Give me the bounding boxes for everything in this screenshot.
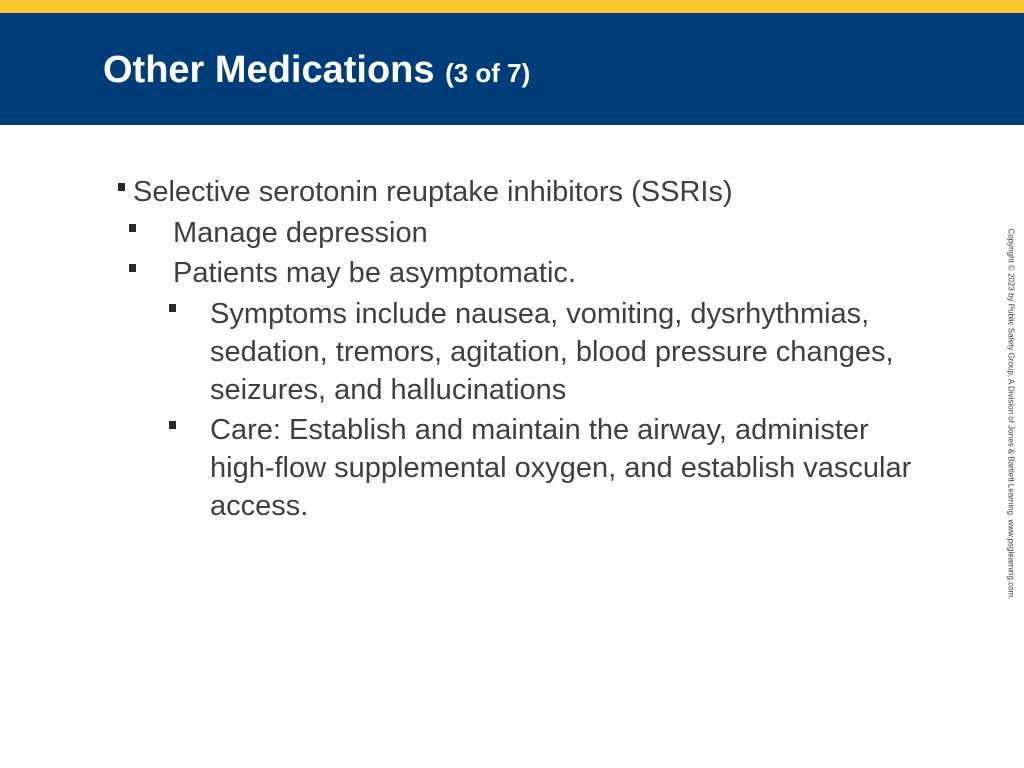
bullet-level2-manage-depression: Manage depression: [173, 217, 428, 249]
bullet-level3-care: Care: Establish and maintain the airway, administer high-flow supplemental oxygen, and establish vascular access.: [210, 414, 912, 522]
bullet-marker-4: [169, 304, 176, 312]
copyright-notice: Copyright © 2023 by Public Safety Group, A Division of Jones & Bartlett Learning. www.psglearning.com.: [1006, 228, 1016, 600]
bullet-level3-symptoms: Symptoms include nausea, vomiting, dysrhythmias, sedation, tremors, agitation, blood pressure changes, seizures, and hallucinations: [210, 298, 894, 406]
slide-subtitle: (3 of 7): [445, 58, 531, 88]
bullet-marker-2: [129, 224, 136, 232]
bullet-level2-asymptomatic: Patients may be asymptomatic.: [173, 257, 576, 289]
bullet-marker-1: [118, 183, 125, 191]
slide-title-text: Other Medications: [103, 49, 435, 91]
bullet-level1-ssris: Selective serotonin reuptake inhibitors (SSRIs): [133, 176, 733, 208]
bullet-marker-5: [169, 421, 176, 429]
bullet-marker-3: [129, 264, 136, 272]
